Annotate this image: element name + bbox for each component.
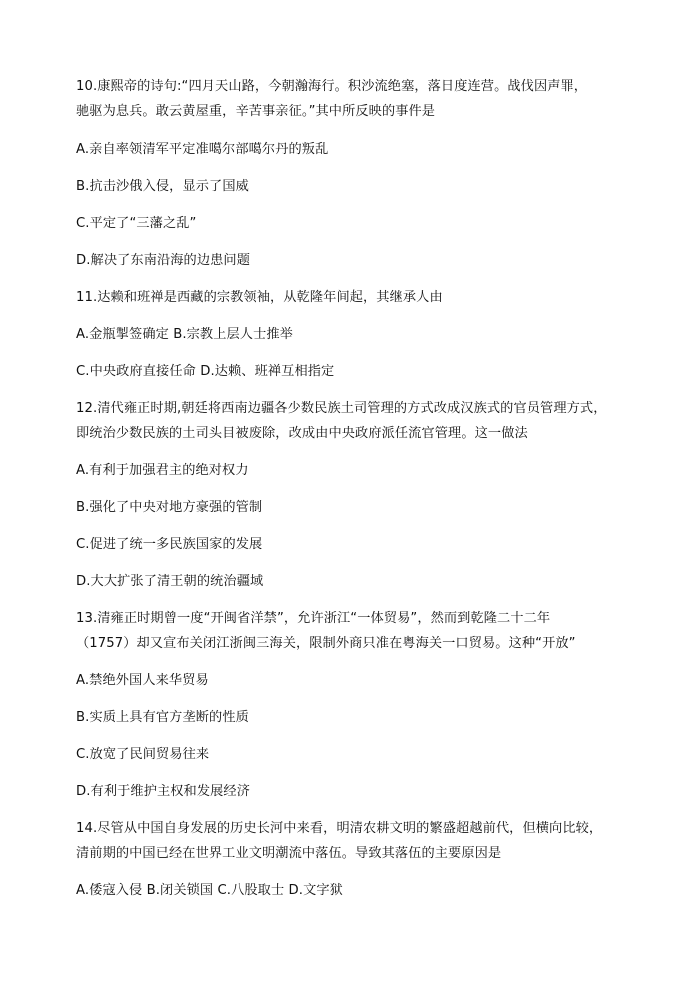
q10-stem-line-2: 驰驱为息兵。敢云黄屋重，辛苦事亲征。”其中所反映的事件是 (76, 104, 436, 119)
q14-stem-line-1: 14.尽管从中国自身发展的历史长河中来看，明清农耕文明的繁盛超越前代，但横向比较， (76, 821, 603, 836)
q12-option-a: A.有利于加强君主的绝对权力 (76, 463, 249, 478)
q13-stem-line-1: 13.清雍正时期曾一度“开闽省洋禁”，允许浙江“一体贸易”，然而到乾隆二十二年 (76, 611, 551, 626)
q10-option-c: C.平定了“三藩之乱” (76, 216, 197, 231)
q11-option-ab: A.金瓶掣签确定 B.宗教上层人士推举 (76, 327, 293, 342)
q10-stem-line-1: 10.康熙帝的诗句:“四月天山路，今朝瀚海行。积沙流绝塞，落日度连营。战伐因声罪， (76, 79, 588, 94)
q13-stem-line-2: （1757）却又宣布关闭江浙闽三海关，限制外商只准在粤海关一口贸易。这种“开放” (76, 636, 576, 651)
q14-options: A.倭寇入侵 B.闭关锁国 C.八股取士 D.文字狱 (76, 883, 343, 898)
q12-option-d: D.大大扩张了清王朝的统治疆域 (76, 574, 264, 589)
q12-stem-line-1: 12.清代雍正时期,朝廷将西南边疆各少数民族土司管理的方式改成汉族式的官员管理方式， (76, 401, 607, 416)
q10-option-a: A.亲自率领清军平定准噶尔部噶尔丹的叛乱 (76, 142, 329, 157)
q14-stem-line-2: 清前期的中国已经在世界工业文明潮流中落伍。导致其落伍的主要原因是 (76, 846, 502, 861)
q10-option-b: B.抗击沙俄入侵，显示了国威 (76, 179, 249, 194)
q11-stem-line-1: 11.达赖和班禅是西藏的宗教领袖，从乾隆年间起，其继承人由 (76, 290, 443, 305)
q13-option-b: B.实质上具有官方垄断的性质 (76, 710, 249, 725)
q10-option-d: D.解决了东南沿海的边患问题 (76, 253, 250, 268)
q12-option-b: B.强化了中央对地方豪强的管制 (76, 500, 263, 515)
q13-option-a: A.禁绝外国人来华贸易 (76, 673, 209, 688)
q12-stem-line-2: 即统治少数民族的土司头目被废除，改成由中央政府派任流官管理。这一做法 (76, 426, 528, 441)
q12-option-c: C.促进了统一多民族国家的发展 (76, 537, 263, 552)
q11-option-cd: C.中央政府直接任命 D.达赖、班禅互相指定 (76, 364, 335, 379)
q13-option-c: C.放宽了民间贸易往来 (76, 747, 210, 762)
q13-option-d: D.有利于维护主权和发展经济 (76, 784, 250, 799)
